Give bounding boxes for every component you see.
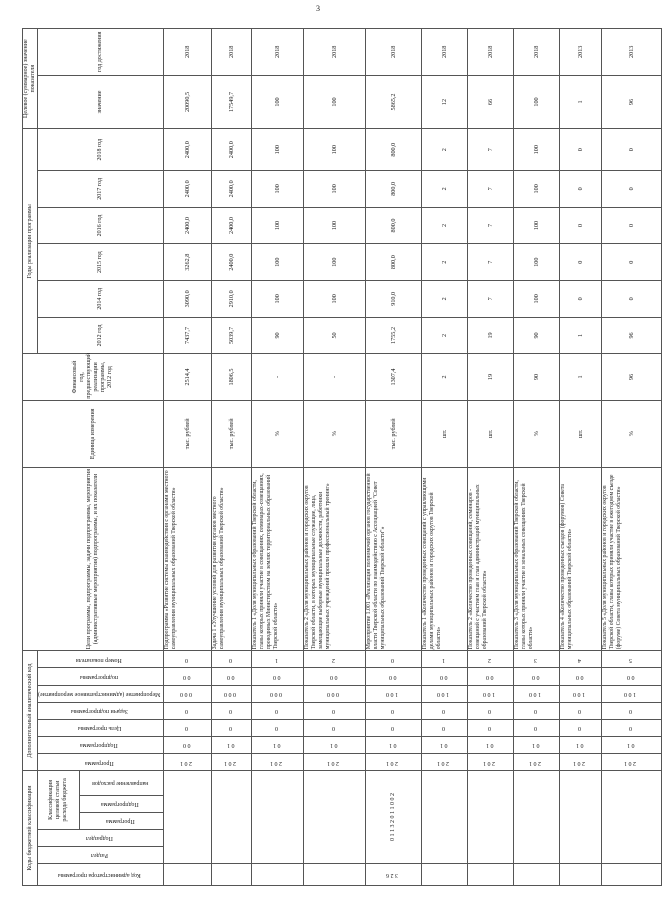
sub-program-header: Подпрограмма bbox=[101, 801, 140, 808]
target-value: 1 bbox=[560, 75, 602, 129]
subsection-header: Подраздел bbox=[85, 835, 113, 842]
classif-group-header: Классификация целевой статьи расхода бюджета bbox=[38, 771, 80, 830]
year-value: 0 bbox=[560, 280, 602, 317]
analytic-code-cell: 0 bbox=[164, 702, 212, 719]
a-event-sub-header: подпрограммы bbox=[80, 673, 119, 680]
analytic-code-cell: 1 0 0 bbox=[514, 685, 560, 702]
analytic-code-cell: 0 bbox=[252, 702, 304, 719]
table-row bbox=[366, 29, 422, 886]
y2014-header: 2014 год bbox=[38, 280, 164, 317]
admin-code-cell bbox=[602, 864, 662, 886]
analytic-code-cell: 0 1 bbox=[422, 736, 468, 753]
year-value: 90 bbox=[514, 317, 560, 354]
analytic-code-cell: 0 0 bbox=[560, 668, 602, 685]
analytic-code-cell: 0 0 0 bbox=[252, 685, 304, 702]
goal-description: Показатель 5 «Доля муниципальных районов и городских округов Тверской области, главы которых приняли участие в ежегодном съезде (форуме) Совета муниципальных образований Тверской области» bbox=[602, 467, 662, 650]
budget-code-cell bbox=[422, 771, 468, 864]
table-row bbox=[164, 29, 212, 886]
analytic-code-cell: 5 bbox=[602, 651, 662, 668]
fin-year-value: 2 bbox=[422, 354, 468, 400]
year-value: 100 bbox=[304, 171, 366, 208]
goals-header: Цели программы, подпрограммы, задачи подпрограммы, мероприятия (административные мероприятия) подпрограммы, и их показатели bbox=[23, 467, 164, 650]
table-body bbox=[164, 29, 662, 886]
analytic-code-cell: 0 bbox=[602, 702, 662, 719]
unit-header: Единица измерения bbox=[23, 400, 164, 467]
analytic-code-cell: 0 1 bbox=[212, 736, 252, 753]
year-value: 2 bbox=[422, 171, 468, 208]
budget-code-cell bbox=[560, 771, 602, 864]
analytic-code-cell: 0 0 bbox=[422, 668, 468, 685]
analytic-code-cell: 2 0 1 bbox=[252, 753, 304, 770]
analytic-code-cell: 0 bbox=[252, 719, 304, 736]
table-row bbox=[560, 29, 602, 886]
admin-code-cell: 3 2 6 bbox=[366, 864, 422, 886]
years-group-header: Годы реализации программы bbox=[23, 129, 38, 354]
year-value: 100 bbox=[304, 280, 366, 317]
analytic-code-cell: 2 0 1 bbox=[602, 753, 662, 770]
year-value: 7437,7 bbox=[164, 317, 212, 354]
target-value: 100 bbox=[304, 75, 366, 129]
year-value: 2400,0 bbox=[212, 171, 252, 208]
year-value: 7 bbox=[468, 244, 514, 281]
year-value: 0 bbox=[602, 280, 662, 317]
goal-description: Показатель 4 «Количество проведенных съездов (форумов) Совета муниципальных образований Тверской области» bbox=[560, 467, 602, 650]
analytic-code-cell: 0 bbox=[468, 719, 514, 736]
analytic-code-cell: 3 bbox=[514, 651, 560, 668]
year-value: 2400,0 bbox=[212, 129, 252, 171]
target-value-header: значение bbox=[38, 75, 164, 129]
unit-cell: тыс. рублей bbox=[366, 400, 422, 467]
analytic-group-header: Дополнительный аналитический код bbox=[23, 651, 38, 771]
analytic-code-cell: 0 0 bbox=[602, 668, 662, 685]
year-value: 2400,0 bbox=[164, 207, 212, 244]
year-value: 7 bbox=[468, 171, 514, 208]
target-value: 100 bbox=[514, 75, 560, 129]
year-value: 100 bbox=[252, 171, 304, 208]
goal-description: Показатель 3 «Доля муниципальных образований Тверской области, главы которых приняли участие в зональных совещаниях Тверской области» bbox=[514, 467, 560, 650]
budget-code-cell: 0 1 1 3 2 0 1 1 0 0 2 bbox=[366, 771, 422, 864]
target-value: 5865,2 bbox=[366, 75, 422, 129]
year-value: 100 bbox=[252, 244, 304, 281]
year-value: 0 bbox=[560, 244, 602, 281]
analytic-code-cell: 0 bbox=[560, 719, 602, 736]
target-year: 2013 bbox=[560, 29, 602, 76]
table-row bbox=[304, 29, 366, 886]
year-value: 0 bbox=[560, 207, 602, 244]
analytic-code-cell: 0 bbox=[366, 651, 422, 668]
target-value: 96 bbox=[602, 75, 662, 129]
analytic-code-cell: 1 0 0 bbox=[602, 685, 662, 702]
admin-code-cell bbox=[164, 864, 212, 886]
goal-description: Показатель 1 «Количество проведенных совещаний с управляющими делами муниципальных районов и городских округов Тверской области» bbox=[422, 467, 468, 650]
year-value: 0 bbox=[560, 171, 602, 208]
year-value: 100 bbox=[514, 244, 560, 281]
year-value: 7 bbox=[468, 129, 514, 171]
admin-code-cell bbox=[468, 864, 514, 886]
table-row bbox=[252, 29, 304, 886]
budget-code-cell bbox=[252, 771, 304, 864]
analytic-code-cell: 0 0 0 bbox=[212, 685, 252, 702]
analytic-code-cell: 0 bbox=[164, 719, 212, 736]
analytic-code-cell: 1 0 0 bbox=[468, 685, 514, 702]
table-row bbox=[602, 29, 662, 886]
analytic-code-cell: 0 bbox=[366, 702, 422, 719]
target-value: 12 bbox=[422, 75, 468, 129]
goal-description: Показатель 2 «Доля муниципальных районов и городских округов Тверской области, в которых муниципальные служащие, лица, замещающие выборные муниципальные должности, работники муниципальных учреждений прошли профессиональный тренинг» bbox=[304, 467, 366, 650]
analytic-code-cell: 2 0 1 bbox=[422, 753, 468, 770]
admin-code-cell bbox=[514, 864, 560, 886]
target-year: 2018 bbox=[304, 29, 366, 76]
fin-year-value: - bbox=[252, 354, 304, 400]
year-value: 2 bbox=[422, 317, 468, 354]
budget-code-cell bbox=[212, 771, 252, 864]
y2015-header: 2015 год bbox=[38, 244, 164, 281]
analytic-code-cell: 2 0 1 bbox=[468, 753, 514, 770]
analytic-code-cell: 0 0 0 bbox=[164, 685, 212, 702]
analytic-code-cell: 0 bbox=[164, 651, 212, 668]
target-year: 2018 bbox=[468, 29, 514, 76]
y2017-header: 2017 год bbox=[38, 171, 164, 208]
budget-program-table bbox=[22, 28, 662, 886]
year-value: 0 bbox=[602, 171, 662, 208]
analytic-code-cell: 0 bbox=[514, 719, 560, 736]
fin-year-value: 19 bbox=[468, 354, 514, 400]
year-value: 2 bbox=[422, 129, 468, 171]
unit-cell: % bbox=[514, 400, 560, 467]
admin-code-cell bbox=[304, 864, 366, 886]
analytic-code-cell: 4 bbox=[560, 651, 602, 668]
a-program-header: Программа bbox=[84, 759, 114, 766]
year-value: 0 bbox=[560, 129, 602, 171]
analytic-code-cell: 0 0 bbox=[304, 668, 366, 685]
analytic-code-cell: 2 0 1 bbox=[366, 753, 422, 770]
budget-code-cell bbox=[304, 771, 366, 864]
analytic-code-cell: 0 0 bbox=[164, 736, 212, 753]
budget-code-cell bbox=[164, 771, 212, 864]
fin-year-value: 2514,4 bbox=[164, 354, 212, 400]
year-value: 1755,2 bbox=[366, 317, 422, 354]
year-value: 19 bbox=[468, 317, 514, 354]
year-value: 96 bbox=[602, 317, 662, 354]
analytic-code-cell: 0 bbox=[422, 719, 468, 736]
year-value: 100 bbox=[304, 244, 366, 281]
year-value: 3262,8 bbox=[164, 244, 212, 281]
analytic-code-cell: 0 1 bbox=[560, 736, 602, 753]
target-group-header: Целевое (суммарное) значение показателя bbox=[23, 29, 38, 129]
unit-cell: тыс. рублей bbox=[212, 400, 252, 467]
year-value: 100 bbox=[252, 280, 304, 317]
year-value: 2400,0 bbox=[164, 129, 212, 171]
year-value: 800,0 bbox=[366, 207, 422, 244]
budget-code-cell bbox=[468, 771, 514, 864]
year-value: 90 bbox=[252, 317, 304, 354]
year-value: 2 bbox=[422, 244, 468, 281]
target-year-header: год достижения bbox=[38, 29, 164, 76]
unit-cell: шт. bbox=[560, 400, 602, 467]
target-value: 66 bbox=[468, 75, 514, 129]
analytic-code-cell: 1 bbox=[252, 651, 304, 668]
fin-year-value: 96 bbox=[602, 354, 662, 400]
y2018-header: 2018 год bbox=[38, 129, 164, 171]
analytic-code-cell: 2 bbox=[468, 651, 514, 668]
year-value: 0 bbox=[602, 244, 662, 281]
year-value: 100 bbox=[514, 171, 560, 208]
analytic-code-cell: 0 0 bbox=[468, 668, 514, 685]
analytic-code-cell: 0 bbox=[560, 702, 602, 719]
analytic-code-cell: 0 bbox=[366, 719, 422, 736]
budget-code-cell bbox=[602, 771, 662, 864]
goal-description: Показатель 2 «Количество проведенных совещаний, семинаров - совещаний с участием глав и глав администраций муниципальных образований Тверской области» bbox=[468, 467, 514, 650]
admin-code-cell bbox=[560, 864, 602, 886]
year-value: 2400,0 bbox=[164, 171, 212, 208]
table-row bbox=[422, 29, 468, 886]
analytic-code-cell: 0 1 bbox=[514, 736, 560, 753]
analytic-code-cell: 2 bbox=[304, 651, 366, 668]
target-value: 100 bbox=[252, 75, 304, 129]
analytic-code-cell: 0 0 bbox=[164, 668, 212, 685]
analytic-code-cell: 2 0 1 bbox=[164, 753, 212, 770]
year-value: 2400,0 bbox=[212, 207, 252, 244]
admin-code-cell bbox=[422, 864, 468, 886]
year-value: 800,0 bbox=[366, 244, 422, 281]
fin-year-header: Финансовый год, предшествующий реализации программы, 2012 год bbox=[23, 354, 164, 400]
analytic-code-cell: 0 bbox=[422, 702, 468, 719]
a-event-header: Мероприятие (административное мероприятие) bbox=[38, 691, 161, 698]
target-year: 2018 bbox=[422, 29, 468, 76]
table-row bbox=[514, 29, 560, 886]
expense-direction-header: направление расходов bbox=[91, 780, 149, 787]
analytic-code-cell: 0 0 bbox=[514, 668, 560, 685]
year-value: 910,0 bbox=[366, 280, 422, 317]
analytic-code-cell: 0 0 bbox=[252, 668, 304, 685]
analytic-code-cell: 0 1 bbox=[366, 736, 422, 753]
a-subprogram-header: Подпрограмма bbox=[80, 742, 119, 749]
year-value: 2910,0 bbox=[212, 280, 252, 317]
fin-year-value: 1 bbox=[560, 354, 602, 400]
analytic-code-cell: 0 bbox=[212, 702, 252, 719]
unit-cell: шт. bbox=[468, 400, 514, 467]
year-value: 100 bbox=[514, 280, 560, 317]
year-value: 800,0 bbox=[366, 171, 422, 208]
analytic-code-cell: 0 bbox=[602, 719, 662, 736]
year-value: 1 bbox=[560, 317, 602, 354]
year-value: 100 bbox=[514, 129, 560, 171]
year-value: 2400,0 bbox=[212, 244, 252, 281]
admin-code-cell bbox=[212, 864, 252, 886]
year-value: 100 bbox=[514, 207, 560, 244]
analytic-code-cell: 0 1 bbox=[468, 736, 514, 753]
analytic-code-cell: 0 bbox=[212, 651, 252, 668]
analytic-code-cell: 0 1 bbox=[602, 736, 662, 753]
fin-year-value: 90 bbox=[514, 354, 560, 400]
analytic-code-cell: 1 bbox=[422, 651, 468, 668]
year-value: 100 bbox=[304, 207, 366, 244]
target-year: 2018 bbox=[164, 29, 212, 76]
analytic-code-cell: 0 1 bbox=[252, 736, 304, 753]
analytic-code-cell: 0 bbox=[468, 702, 514, 719]
year-value: 100 bbox=[252, 129, 304, 171]
a-indicator-header: Номер показателя bbox=[76, 656, 123, 663]
year-value: 0 bbox=[602, 129, 662, 171]
analytic-code-cell: 2 0 1 bbox=[514, 753, 560, 770]
unit-cell: % bbox=[304, 400, 366, 467]
analytic-code-cell: 1 0 0 bbox=[560, 685, 602, 702]
admin-code-header: Код администратора программы bbox=[57, 872, 141, 879]
analytic-code-cell: 0 0 0 bbox=[304, 685, 366, 702]
a-task-header: Задачи подпрограммы bbox=[70, 708, 128, 715]
budget-code-cell bbox=[514, 771, 560, 864]
year-value: 50 bbox=[304, 317, 366, 354]
fin-year-value: 1307,4 bbox=[366, 354, 422, 400]
target-year: 2018 bbox=[366, 29, 422, 76]
goal-description: Задача 1 «Улучшение условий для развития органов местного самоуправления муниципальных образований Тверской области» bbox=[212, 467, 252, 650]
fin-year-value: - bbox=[304, 354, 366, 400]
year-value: 800,0 bbox=[366, 129, 422, 171]
a-goal-header: Цель программы bbox=[77, 725, 121, 732]
year-value: 7 bbox=[468, 207, 514, 244]
analytic-code-cell: 2 0 1 bbox=[212, 753, 252, 770]
page-number: 3 bbox=[316, 4, 320, 13]
unit-cell: % bbox=[602, 400, 662, 467]
y2012-header: 2012 год bbox=[38, 317, 164, 354]
program-header: Программа bbox=[105, 818, 135, 825]
codes-group-header: Коды бюджетной классификации bbox=[23, 771, 38, 886]
analytic-code-cell: 0 bbox=[212, 719, 252, 736]
year-value: 5039,7 bbox=[212, 317, 252, 354]
goal-description: Подпрограмма «Развитие системы взаимодействия с органами местного самоуправления муниципальных образований Тверской области» bbox=[164, 467, 212, 650]
year-value: 7 bbox=[468, 280, 514, 317]
target-year: 2018 bbox=[514, 29, 560, 76]
analytic-code-cell: 0 0 bbox=[366, 668, 422, 685]
analytic-code-cell: 0 bbox=[514, 702, 560, 719]
landscape-page bbox=[22, 28, 637, 886]
analytic-code-cell: 0 bbox=[304, 702, 366, 719]
target-value: 20090,5 bbox=[164, 75, 212, 129]
table-row bbox=[212, 29, 252, 886]
unit-cell: шт. bbox=[422, 400, 468, 467]
analytic-code-cell: 2 0 1 bbox=[560, 753, 602, 770]
table-row bbox=[468, 29, 514, 886]
section-header: Раздел bbox=[90, 852, 108, 859]
goal-description: Показатель 1 «Доля муниципальных образований Тверской области, главы которых приняли участие в совещаниях, семинарах-совещаниях, проводимых Министерством на землях территориальных образований Тверской области» bbox=[252, 467, 304, 650]
target-year: 2013 bbox=[602, 29, 662, 76]
analytic-code-cell: 0 1 bbox=[304, 736, 366, 753]
fin-year-value: 1806,5 bbox=[212, 354, 252, 400]
year-value: 100 bbox=[252, 207, 304, 244]
y2016-header: 2016 год bbox=[38, 207, 164, 244]
target-year: 2018 bbox=[212, 29, 252, 76]
year-value: 2 bbox=[422, 207, 468, 244]
target-value: 17549,7 bbox=[212, 75, 252, 129]
year-value: 100 bbox=[304, 129, 366, 171]
unit-cell: % bbox=[252, 400, 304, 467]
analytic-code-cell: 1 0 0 bbox=[422, 685, 468, 702]
year-value: 3090,0 bbox=[164, 280, 212, 317]
target-year: 2018 bbox=[252, 29, 304, 76]
year-value: 0 bbox=[602, 207, 662, 244]
admin-code-cell bbox=[252, 864, 304, 886]
analytic-code-cell: 1 0 0 bbox=[366, 685, 422, 702]
unit-cell: тыс. рублей bbox=[164, 400, 212, 467]
analytic-code-cell: 2 0 1 bbox=[304, 753, 366, 770]
analytic-code-cell: 0 bbox=[304, 719, 366, 736]
rotated-content bbox=[22, 28, 637, 886]
goal-description: Мероприятие 1.001 «Реализация полномочий органов государственной власти Тверской области по взаимодействию с Ассоциацией "Совет муниципальных образований Тверской области"» bbox=[366, 467, 422, 650]
analytic-code-cell: 0 0 bbox=[212, 668, 252, 685]
year-value: 2 bbox=[422, 280, 468, 317]
